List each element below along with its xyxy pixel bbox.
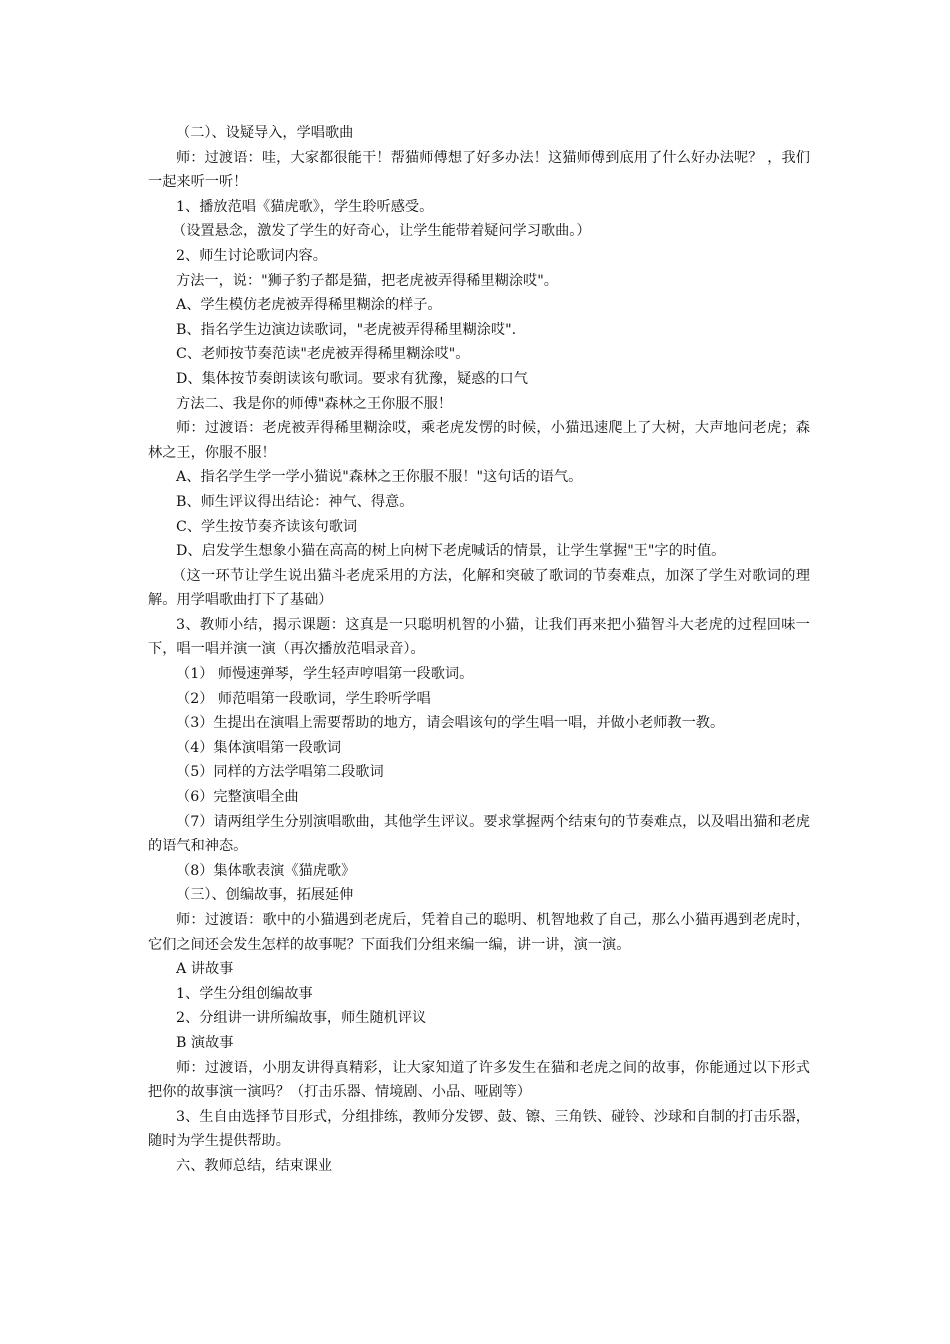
paragraph: B 演故事 bbox=[176, 1034, 234, 1051]
paragraph: 3、教师小结，揭示课题：这真是一只聪明机智的小猫，让我们再来把小猫智斗大老虎的过程回味一下，唱一唱并演一演（再次播放范唱录音）。 bbox=[148, 616, 810, 658]
paragraph: 师：过渡语：哇，大家都很能干！帮猫师傅想了好多办法！这猫师傅到底用了什么好办法呢？ ，我们一起来听一听！ bbox=[148, 149, 810, 191]
paragraph: 2、师生讨论歌词内容。 bbox=[176, 247, 327, 264]
paragraph: （三）、创编故事，拓展延伸 bbox=[176, 887, 354, 904]
paragraph: （2） 师范唱第一段歌词，学生聆听学唱 bbox=[176, 690, 431, 707]
paragraph: （7）请两组学生分别演唱歌曲，其他学生评议。要求掌握两个结束句的节奏难点，以及唱出猫和老虎的语气和神态。 bbox=[148, 813, 810, 855]
paragraph: （设置悬念，激发了学生的好奇心，让学生能带着疑问学习歌曲。） bbox=[172, 223, 591, 240]
paragraph: D、集体按节奏朗读该句歌词。要求有犹豫，疑惑的口气 bbox=[176, 370, 528, 387]
paragraph: （这一环节让学生说出猫斗老虎采用的方法，化解和突破了歌词的节奏难点，加深了学生对歌词的理解。用学唱歌曲打下了基础） bbox=[148, 567, 810, 609]
paragraph: A 讲故事 bbox=[176, 961, 234, 978]
paragraph: （5）同样的方法学唱第二段歌词 bbox=[176, 764, 384, 781]
paragraph: 方法二、我是你的师傅"森林之王你服不服！ bbox=[176, 395, 453, 412]
paragraph: （二）、设疑导入，学唱歌曲 bbox=[176, 125, 354, 141]
paragraph: （1） 师慢速弹琴，学生轻声哼唱第一段歌词。 bbox=[176, 666, 474, 683]
paragraph: C、学生按节奏齐读该句歌词 bbox=[176, 518, 358, 535]
paragraph: （8）集体歌表演《猫虎歌》 bbox=[176, 862, 356, 879]
paragraph: （6）完整演唱全曲 bbox=[176, 789, 299, 806]
paragraph: 方法一，说："狮子豹子都是猫，把老虎被弄得稀里糊涂哎"。 bbox=[176, 272, 558, 289]
paragraph: B、指名学生边演边读歌词，"老虎被弄得稀里糊涂哎". bbox=[176, 321, 517, 338]
paragraph: 师：过渡语：歌中的小猫遇到老虎后，凭着自己的聪明、机智地救了自己，那么小猫再遇到老虎时，它们之间还会发生怎样的故事呢？下面我们分组来编一编，讲一讲，演一演。 bbox=[148, 912, 810, 953]
paragraph: 师：过渡语，小朋友讲得真精彩，让大家知道了许多发生在猫和老虎之间的故事，你能通过以下形式把你的故事演一演吗？（打击乐器、情境剧、小品、哑剧等） bbox=[148, 1059, 810, 1101]
paragraph: （4）集体演唱第一段歌词 bbox=[176, 739, 342, 756]
paragraph: （3）生提出在演唱上需要帮助的地方，请会唱该句的学生唱一唱，并做小老师教一教。 bbox=[176, 715, 725, 732]
paragraph: 六、教师总结，结束课业 bbox=[176, 1157, 333, 1174]
paragraph: 2、分组讲一讲所编故事，师生随机评议 bbox=[176, 1010, 427, 1027]
paragraph: C、老师按节奏范读"老虎被弄得稀里糊涂哎"。 bbox=[176, 346, 470, 363]
paragraph: D、启发学生想象小猫在高高的树上向树下老虎喊话的情景，让学生掌握"王"字的时值。 bbox=[176, 543, 726, 560]
paragraph: A、学生模仿老虎被弄得稀里糊涂的样子。 bbox=[176, 297, 442, 314]
paragraph: B、师生评议得出结论：神气、得意。 bbox=[176, 493, 414, 510]
paragraph: 1、学生分组创编故事 bbox=[176, 985, 313, 1002]
paragraph: 师：过渡语：老虎被弄得稀里糊涂哎，乘老虎发愣的时候，小猫迅速爬上了大树，大声地问老虎；森林之王，你服不服！ bbox=[148, 420, 810, 461]
document-body bbox=[148, 121, 810, 1179]
paragraph: 1、播放范唱《猫虎歌》，学生聆听感受。 bbox=[176, 198, 434, 215]
paragraph: A、指名学生学一学小猫说"森林之王你服不服！"这句话的语气。 bbox=[176, 469, 583, 486]
paragraph: 3、生自由选择节目形式，分组排练，教师分发锣、鼓、镲、三角铁、碰铃、沙球和自制的打击乐器，随时为学生提供帮助。 bbox=[148, 1108, 810, 1150]
